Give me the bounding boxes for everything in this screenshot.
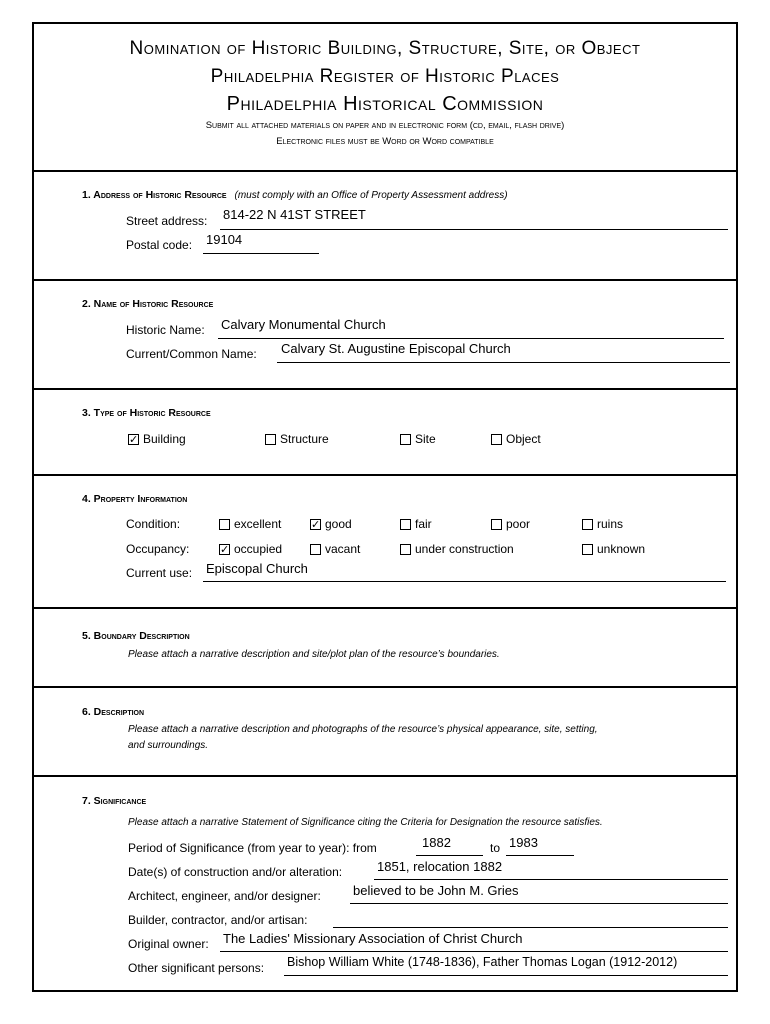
- architect-label: Architect, engineer, and/or designer:: [128, 889, 321, 903]
- street-address-value: 814-22 N 41ST STREET: [223, 207, 366, 222]
- builder-label: Builder, contractor, and/or artisan:: [128, 913, 308, 927]
- divider: [34, 388, 736, 390]
- period-to-label: to: [490, 841, 501, 855]
- current-use-label: Current use:: [126, 566, 193, 580]
- divider: [34, 474, 736, 476]
- significant-persons-value: Bishop William White (1748-1836), Father Thomas Logan (1912-2012): [287, 955, 678, 969]
- checkbox[interactable]: [219, 519, 230, 530]
- condition-good-checkbox[interactable]: [310, 517, 352, 531]
- checkbox-label: Object: [506, 432, 541, 446]
- form-title: Nomination of Historic Building, Structure, Site, or Object: [129, 38, 641, 59]
- file-format-note: Electronic files must be Word or Word compatible: [276, 136, 494, 147]
- section-6-heading: 6. Description: [82, 706, 145, 718]
- register-title: Philadelphia Register of Historic Places: [210, 66, 560, 87]
- postal-code-label: Postal code:: [126, 238, 193, 252]
- current-use-value: Episcopal Church: [206, 561, 308, 576]
- street-address-label: Street address:: [126, 214, 208, 228]
- historic-name-value: Calvary Monumental Church: [221, 317, 386, 332]
- section-5-heading: 5. Boundary Description: [82, 630, 190, 642]
- checkbox-label: poor: [506, 517, 531, 531]
- section-1-heading: 1. Address of Historic Resource (must comply with an Office of Property Assessment address): [82, 189, 508, 201]
- checkbox[interactable]: [265, 434, 276, 445]
- checkbox[interactable]: [582, 544, 593, 555]
- checkbox[interactable]: [400, 544, 411, 555]
- original-owner-value: The Ladies' Missionary Association of Christ Church: [223, 931, 523, 946]
- checkbox[interactable]: ✓: [129, 432, 139, 446]
- occupancy-vacant-checkbox[interactable]: [310, 542, 360, 556]
- occupancy-unknown-checkbox[interactable]: [582, 542, 645, 556]
- condition-ruins-checkbox[interactable]: [582, 517, 623, 531]
- common-name-label: Current/Common Name:: [126, 347, 257, 361]
- description-note-line1: Please attach a narrative description and photographs of the resource’s physical appearance, site, setting,: [128, 724, 598, 735]
- checkbox-label: Building: [143, 432, 186, 446]
- postal-code-value: 19104: [206, 232, 243, 247]
- significant-persons-label: Other significant persons:: [128, 961, 265, 975]
- checkbox-label: Structure: [280, 432, 329, 446]
- section-7-heading: 7. Significance: [82, 795, 147, 807]
- divider: [34, 607, 736, 609]
- occupancy-occupied-checkbox[interactable]: [219, 542, 282, 556]
- period-to-value: 1983: [509, 835, 538, 850]
- checkbox-label: good: [325, 517, 352, 531]
- checkbox[interactable]: [400, 519, 411, 530]
- construction-dates-label: Date(s) of construction and/or alteration:: [128, 865, 343, 879]
- submission-note: Submit all attached materials on paper and in electronic form (cd, email, flash drive): [205, 120, 565, 131]
- checkbox-label: Site: [415, 432, 436, 446]
- significance-note: Please attach a narrative Statement of Significance citing the Criteria for Designation the resource satisfies.: [128, 817, 603, 828]
- checkbox[interactable]: [582, 519, 593, 530]
- checkbox-label: ruins: [597, 517, 624, 531]
- condition-fair-checkbox[interactable]: [400, 517, 432, 531]
- checkbox-label: under construction: [415, 542, 514, 556]
- divider: [34, 279, 736, 281]
- section-3-heading: 3. Type of Historic Resource: [82, 407, 211, 419]
- divider: [34, 170, 736, 172]
- checkbox[interactable]: [400, 434, 411, 445]
- divider: [34, 686, 736, 688]
- type-site-checkbox[interactable]: [400, 432, 436, 446]
- builder-field[interactable]: [333, 910, 728, 928]
- type-building-checkbox[interactable]: [128, 432, 186, 446]
- period-label: Period of Significance (from year to year): from: [128, 841, 377, 855]
- condition-excellent-checkbox[interactable]: [219, 517, 281, 531]
- checkbox-label: occupied: [234, 542, 283, 556]
- type-structure-checkbox[interactable]: [265, 432, 329, 446]
- section-4-heading: 4. Property Information: [82, 493, 188, 505]
- checkbox[interactable]: [491, 434, 502, 445]
- address-hint: (must comply with an Office of Property Assessment address): [234, 190, 508, 201]
- checkbox-label: fair: [415, 517, 432, 531]
- architect-value: believed to be John M. Gries: [353, 883, 519, 898]
- checkbox[interactable]: ✓: [311, 517, 321, 531]
- checkbox[interactable]: [491, 519, 502, 530]
- historic-name-label: Historic Name:: [126, 323, 205, 337]
- checkbox-label: excellent: [234, 517, 282, 531]
- checkbox-label: vacant: [325, 542, 361, 556]
- boundary-note: Please attach a narrative description and site/plot plan of the resource’s boundaries.: [128, 649, 500, 660]
- checkbox[interactable]: [310, 544, 321, 555]
- occupancy-under-construction-checkbox[interactable]: [400, 542, 514, 556]
- type-object-checkbox[interactable]: [491, 432, 541, 446]
- section-2-heading: 2. Name of Historic Resource: [82, 298, 214, 310]
- commission-title: Philadelphia Historical Commission: [226, 93, 544, 115]
- condition-poor-checkbox[interactable]: [491, 517, 530, 531]
- condition-label: Condition:: [126, 517, 181, 531]
- original-owner-label: Original owner:: [128, 937, 209, 951]
- construction-dates-value: 1851, relocation 1882: [377, 859, 503, 874]
- checkbox-label: unknown: [597, 542, 646, 556]
- occupancy-label: Occupancy:: [126, 542, 190, 556]
- common-name-value: Calvary St. Augustine Episcopal Church: [281, 341, 511, 356]
- divider: [34, 775, 736, 777]
- description-note-line2: and surroundings.: [128, 740, 209, 751]
- period-from-value: 1882: [422, 835, 451, 850]
- checkbox[interactable]: ✓: [220, 542, 230, 556]
